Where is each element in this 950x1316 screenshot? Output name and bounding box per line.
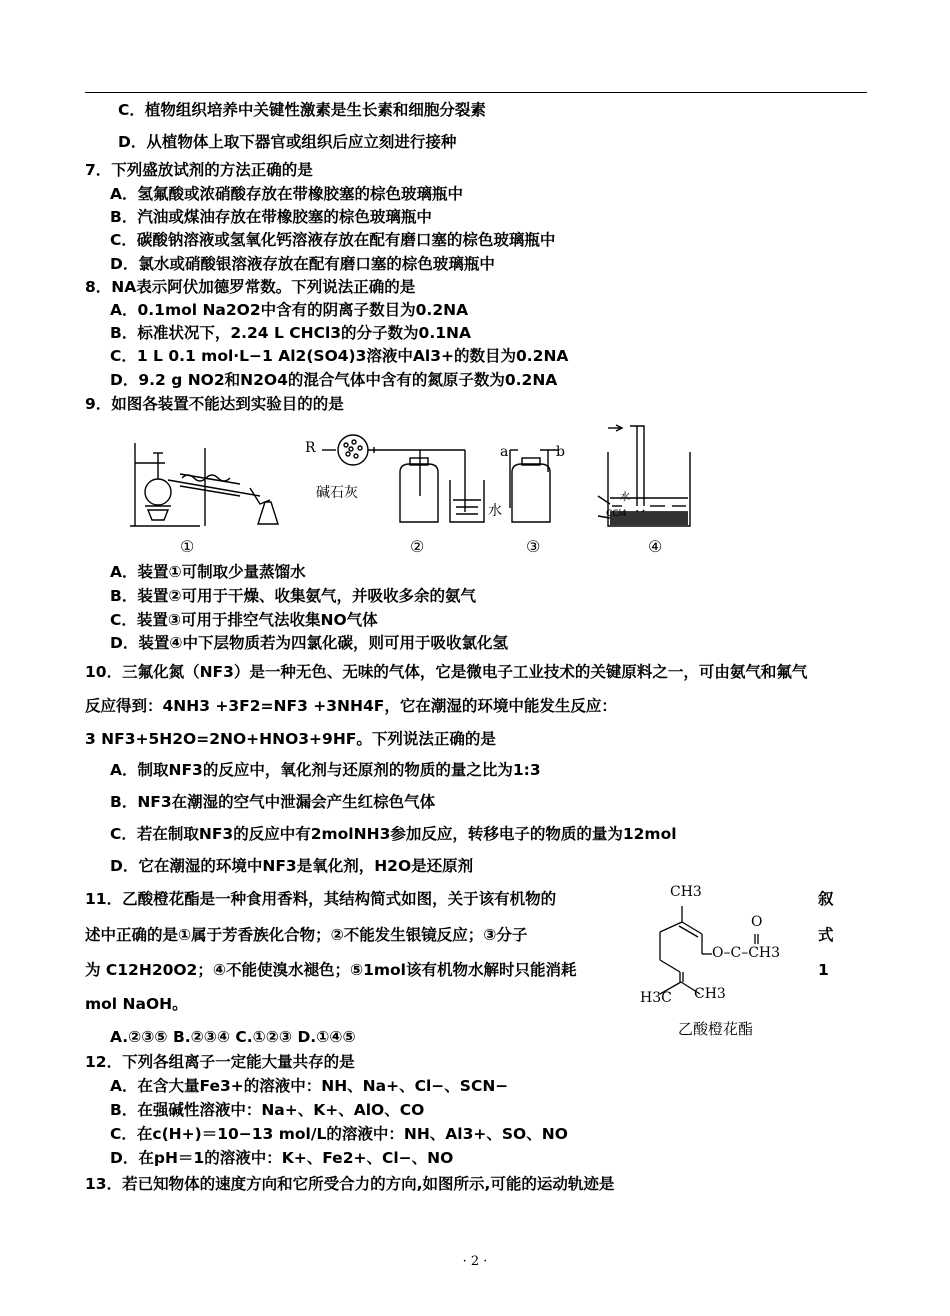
- q11-options: A.②③⑤ B.②③④ C.①②③ D.①④⑤: [110, 1028, 356, 1046]
- q9-option-c: C．装置③可用于排空气法收集NO气体: [110, 611, 378, 629]
- q11-stem-line2: 述中正确的是①属于芳香族化合物；②不能发生银镜反应；③分子: [85, 926, 528, 944]
- q11-stem-line3-end: 1: [818, 961, 829, 979]
- q6-option-c: C．植物组织培养中关键性激素是生长素和细胞分裂素: [118, 101, 486, 119]
- q11-stem-line2-end: 式: [818, 926, 834, 944]
- ester-group: O–C–CH3: [712, 945, 781, 961]
- h3c-label: H3C: [640, 990, 672, 1006]
- q11-stem-line1-end: 叙: [818, 890, 834, 908]
- apparatus-label-3: ③: [526, 537, 541, 556]
- q10-option-a: A．制取NF3的反应中，氧化剂与还原剂的物质的量之比为1:3: [110, 761, 541, 779]
- q13-stem: 13．若已知物体的速度方向和它所受合力的方向,如图所示,可能的运动轨迹是: [85, 1175, 615, 1193]
- label-port-a: a: [500, 444, 509, 460]
- q10-option-d: D．它在潮湿的环境中NF3是氧化剂，H2O是还原剂: [110, 857, 474, 875]
- ch3-bottom: CH3: [694, 986, 726, 1002]
- q12-stem: 12．下列各组离子一定能大量共存的是: [85, 1053, 355, 1071]
- label-ccl4: CCl4: [606, 509, 627, 519]
- q6-option-d: D．从植物体上取下器官或组织后应立刻进行接种: [118, 133, 457, 151]
- q7-option-b: B．汽油或煤油存放在带橡胶塞的棕色玻璃瓶中: [110, 208, 432, 226]
- header-rule: [85, 92, 867, 93]
- apparatus-label-2: ②: [410, 537, 425, 556]
- ch3-top-text: CH3: [670, 884, 702, 900]
- q12-option-b: B．在强碱性溶液中：Na+、K+、AlO、CO: [110, 1101, 425, 1119]
- page-number: · 2 ·: [462, 1254, 488, 1269]
- q10-stem-line1: 10．三氟化氮（NF3）是一种无色、无味的气体，它是微电子工业技术的关键原料之一，可由氨气和氟气: [85, 663, 808, 681]
- q8-option-d: D．9.2 g NO2和N2O4的混合气体中含有的氮原子数为0.2NA: [110, 371, 558, 389]
- ch3-top: [670, 884, 702, 900]
- q9-option-d: D．装置④中下层物质若为四氯化碳，则可用于吸收氯化氢: [110, 634, 508, 652]
- q8-stem: 8．NA表示阿伏加德罗常数。下列说法正确的是: [85, 278, 416, 296]
- label-water-4: 水: [620, 492, 630, 503]
- q9-option-a: A．装置①可制取少量蒸馏水: [110, 563, 306, 581]
- q7-option-c: C．碳酸钠溶液或氢氧化钙溶液存放在配有磨口塞的棕色玻璃瓶中: [110, 231, 556, 249]
- q10-option-c: C．若在制取NF3的反应中有2molNH3参加反应，转移电子的物质的量为12mol: [110, 825, 677, 843]
- q10-stem-line2: 反应得到：4NH3 +3F2=NF3 +3NH4F，它在潮湿的环境中能发生反应：: [85, 697, 617, 715]
- q11-stem-line1: 11．乙酸橙花酯是一种食用香料，其结构简式如图，关于该有机物的: [85, 890, 557, 908]
- q10-stem-line3: 3 NF3+5H2O=2NO+HNO3+9HF。下列说法正确的是: [85, 730, 496, 748]
- apparatus-label-4: ④: [648, 537, 663, 556]
- q7-option-a: A．氢氟酸或浓硝酸存放在带橡胶塞的棕色玻璃瓶中: [110, 185, 463, 203]
- carbonyl-o: O: [751, 914, 763, 930]
- label-r: R: [305, 440, 316, 456]
- q12-option-c: C．在c(H+)＝10−13 mol/L的溶液中：NH、Al3+、SO、NO: [110, 1125, 568, 1143]
- q8-option-a: A．0.1mol Na2O2中含有的阴离子数目为0.2NA: [110, 301, 469, 319]
- q7-option-d: D．氯水或硝酸银溶液存放在配有磨口塞的棕色玻璃瓶中: [110, 255, 495, 273]
- q9-stem: 9．如图各装置不能达到实验目的的是: [85, 395, 344, 413]
- label-port-b: b: [556, 444, 565, 460]
- q8-option-b: B．标准状况下，2.24 L CHCl3的分子数为0.1NA: [110, 324, 471, 342]
- label-water: 水: [488, 503, 502, 519]
- q12-option-a: A．在含大量Fe3+的溶液中：NH、Na+、Cl−、SCN−: [110, 1077, 509, 1095]
- structure-caption: 乙酸橙花酯: [678, 1020, 754, 1038]
- q12-option-d: D．在pH＝1的溶液中：K+、Fe2+、Cl−、NO: [110, 1149, 454, 1167]
- q9-option-b: B．装置②可用于干燥、收集氨气，并吸收多余的氨气: [110, 587, 476, 605]
- q7-stem: 7．下列盛放试剂的方法正确的是: [85, 161, 313, 179]
- label-soda-lime: 碱石灰: [316, 485, 358, 501]
- q10-option-b: B．NF3在潮湿的空气中泄漏会产生红棕色气体: [110, 793, 436, 811]
- apparatus-label-1: ①: [180, 537, 195, 556]
- q8-option-c: C．1 L 0.1 mol·L−1 Al2(SO4)3溶液中Al3+的数目为0.2NA: [110, 347, 569, 365]
- q11-stem-line4: mol NaOH。: [85, 995, 188, 1013]
- q11-stem-line3: 为 C12H20O2；④不能使溴水褪色；⑤1mol该有机物水解时只能消耗: [85, 961, 577, 979]
